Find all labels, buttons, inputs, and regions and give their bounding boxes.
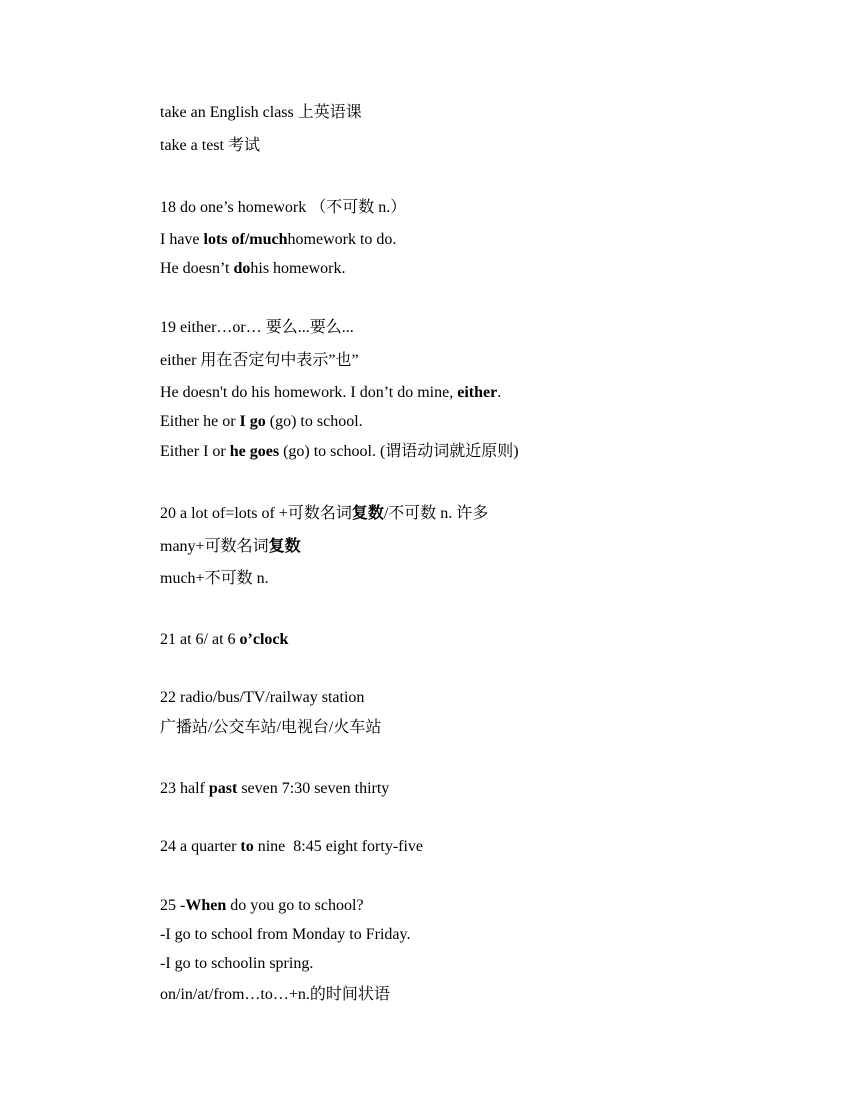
text-line: -I go to school from Monday to Friday. xyxy=(160,926,411,943)
section-heading-25: 25 -When do you go to school? xyxy=(160,897,364,914)
section-heading-20: 20 a lot of=lots of +可数名词复数/不可数 n. 许多 xyxy=(160,505,489,522)
section-heading-22: 22 radio/bus/TV/railway station xyxy=(160,689,365,706)
text-line: Either he or I go (go) to school. xyxy=(160,413,363,430)
bold-text: he goes xyxy=(229,443,280,460)
bold-text: do xyxy=(233,260,251,277)
text-line: many+可数名词复数 xyxy=(160,538,301,555)
section-heading-24: 24 a quarter to nine 8:45 eight forty-five xyxy=(160,838,424,855)
text-line: I have lots of/muchhomework to do. xyxy=(160,231,397,248)
text-line: -I go to schoolin spring. xyxy=(160,955,314,972)
bold-text: When xyxy=(185,897,227,914)
text-line: 广播站/公交车站/电视台/火车站 xyxy=(160,719,382,736)
section-heading-19: 19 either…or… 要么...要么... xyxy=(160,319,354,336)
section-heading-18: 18 do one’s homework （不可数 n.） xyxy=(160,199,407,216)
text-line: much+不可数 n. xyxy=(160,570,269,587)
text-line: take a test 考试 xyxy=(160,137,260,154)
text-line: on/in/at/from…to…+n.的时间状语 xyxy=(160,986,390,1003)
text-line: either 用在否定句中表示”也” xyxy=(160,352,359,369)
bold-text: I go xyxy=(239,413,266,430)
text-line: take an English class 上英语课 xyxy=(160,104,362,121)
text-line: Either I or he goes (go) to school. (谓语动词就近原则) xyxy=(160,443,519,460)
text-line: He doesn't do his homework. I don’t do mine, either. xyxy=(160,384,502,401)
section-heading-23: 23 half past seven 7:30 seven thirty xyxy=(160,780,390,797)
bold-text: either xyxy=(457,384,498,401)
section-heading-21: 21 at 6/ at 6 o’clock xyxy=(160,631,289,648)
bold-text: past xyxy=(208,780,238,797)
bold-text: to xyxy=(240,838,254,855)
bold-text: lots of/much xyxy=(203,231,288,248)
bold-text: 复数 xyxy=(268,538,301,555)
bold-text: o’clock xyxy=(239,631,289,648)
bold-text: 复数 xyxy=(351,505,384,522)
text-line: He doesn’t dohis homework. xyxy=(160,260,346,277)
